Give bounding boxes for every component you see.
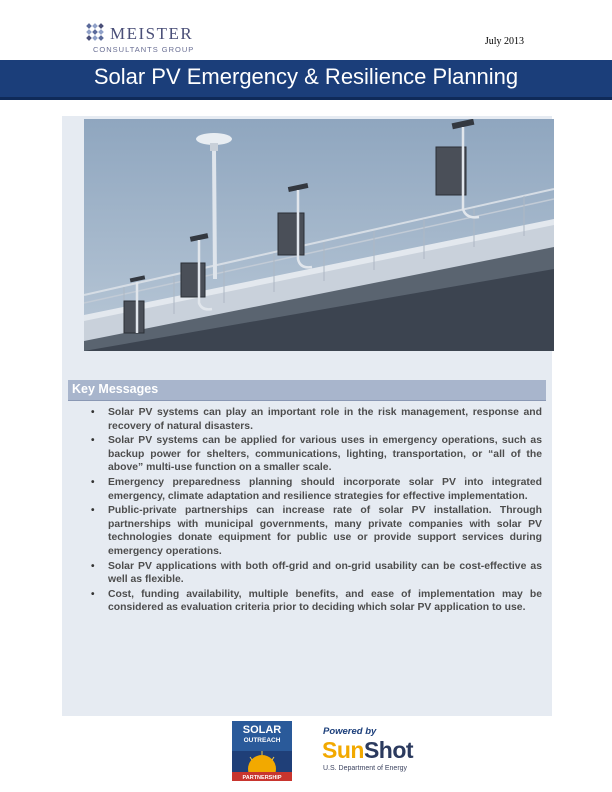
- logo-name: MEISTER: [110, 24, 194, 43]
- publication-date: July 2013: [484, 36, 524, 47]
- doe-label: U.S. Department of Energy: [323, 765, 408, 772]
- dot-grid-icon: [86, 23, 108, 45]
- list-item: • Solar PV systems can play an important role in the risk management, response and recovery of natural disasters.: [88, 406, 542, 433]
- solar-street-lights-photo: [84, 119, 554, 351]
- sop-line2: OUTREACH: [243, 737, 281, 744]
- solar-outreach-partnership-logo: [232, 721, 292, 781]
- meister-logo: [86, 21, 216, 57]
- sunshot-logo: [322, 726, 432, 774]
- powered-by-label: Powered by: [323, 726, 377, 737]
- list-item: • Solar PV systems can be applied for various uses in emergency operations, such as backup power for shelters, communications, lighting, transportation, or “all of the above” multi-use function on a smaller scale.: [88, 434, 542, 475]
- list-item: • Public-private partnerships can increase rate of solar PV installation. Through partnerships with municipal governments, many private companies with solar PV technologies donate equipment for public use or provide support services during emergency operations.: [88, 504, 542, 558]
- list-item: • Solar PV applications with both off-grid and on-grid usability can be cost-effective as well as flexible.: [88, 560, 542, 587]
- sunshot-shot: Shot: [363, 737, 414, 763]
- key-messages-list: [88, 406, 542, 616]
- key-messages-heading: Key Messages: [72, 382, 159, 396]
- sunshot-wordmark: [322, 737, 413, 764]
- sop-line1: SOLAR: [242, 724, 282, 736]
- list-item: • Emergency preparedness planning should incorporate solar PV into integrated emergency, climate adaptation and resilience strategies for effective implementation.: [88, 476, 542, 503]
- key-messages-header: [68, 380, 546, 401]
- logo-subtitle: CONSULTANTS GROUP: [93, 45, 195, 54]
- sunshot-sun: Sun: [322, 737, 364, 763]
- page-title: Solar PV Emergency & Resilience Planning: [93, 64, 519, 89]
- sop-line3: PARTNERSHIP: [242, 775, 282, 781]
- list-item: • Cost, funding availability, multiple benefits, and ease of implementation may be considered as evaluation criteria prior to deciding which solar PV application to use.: [88, 588, 542, 615]
